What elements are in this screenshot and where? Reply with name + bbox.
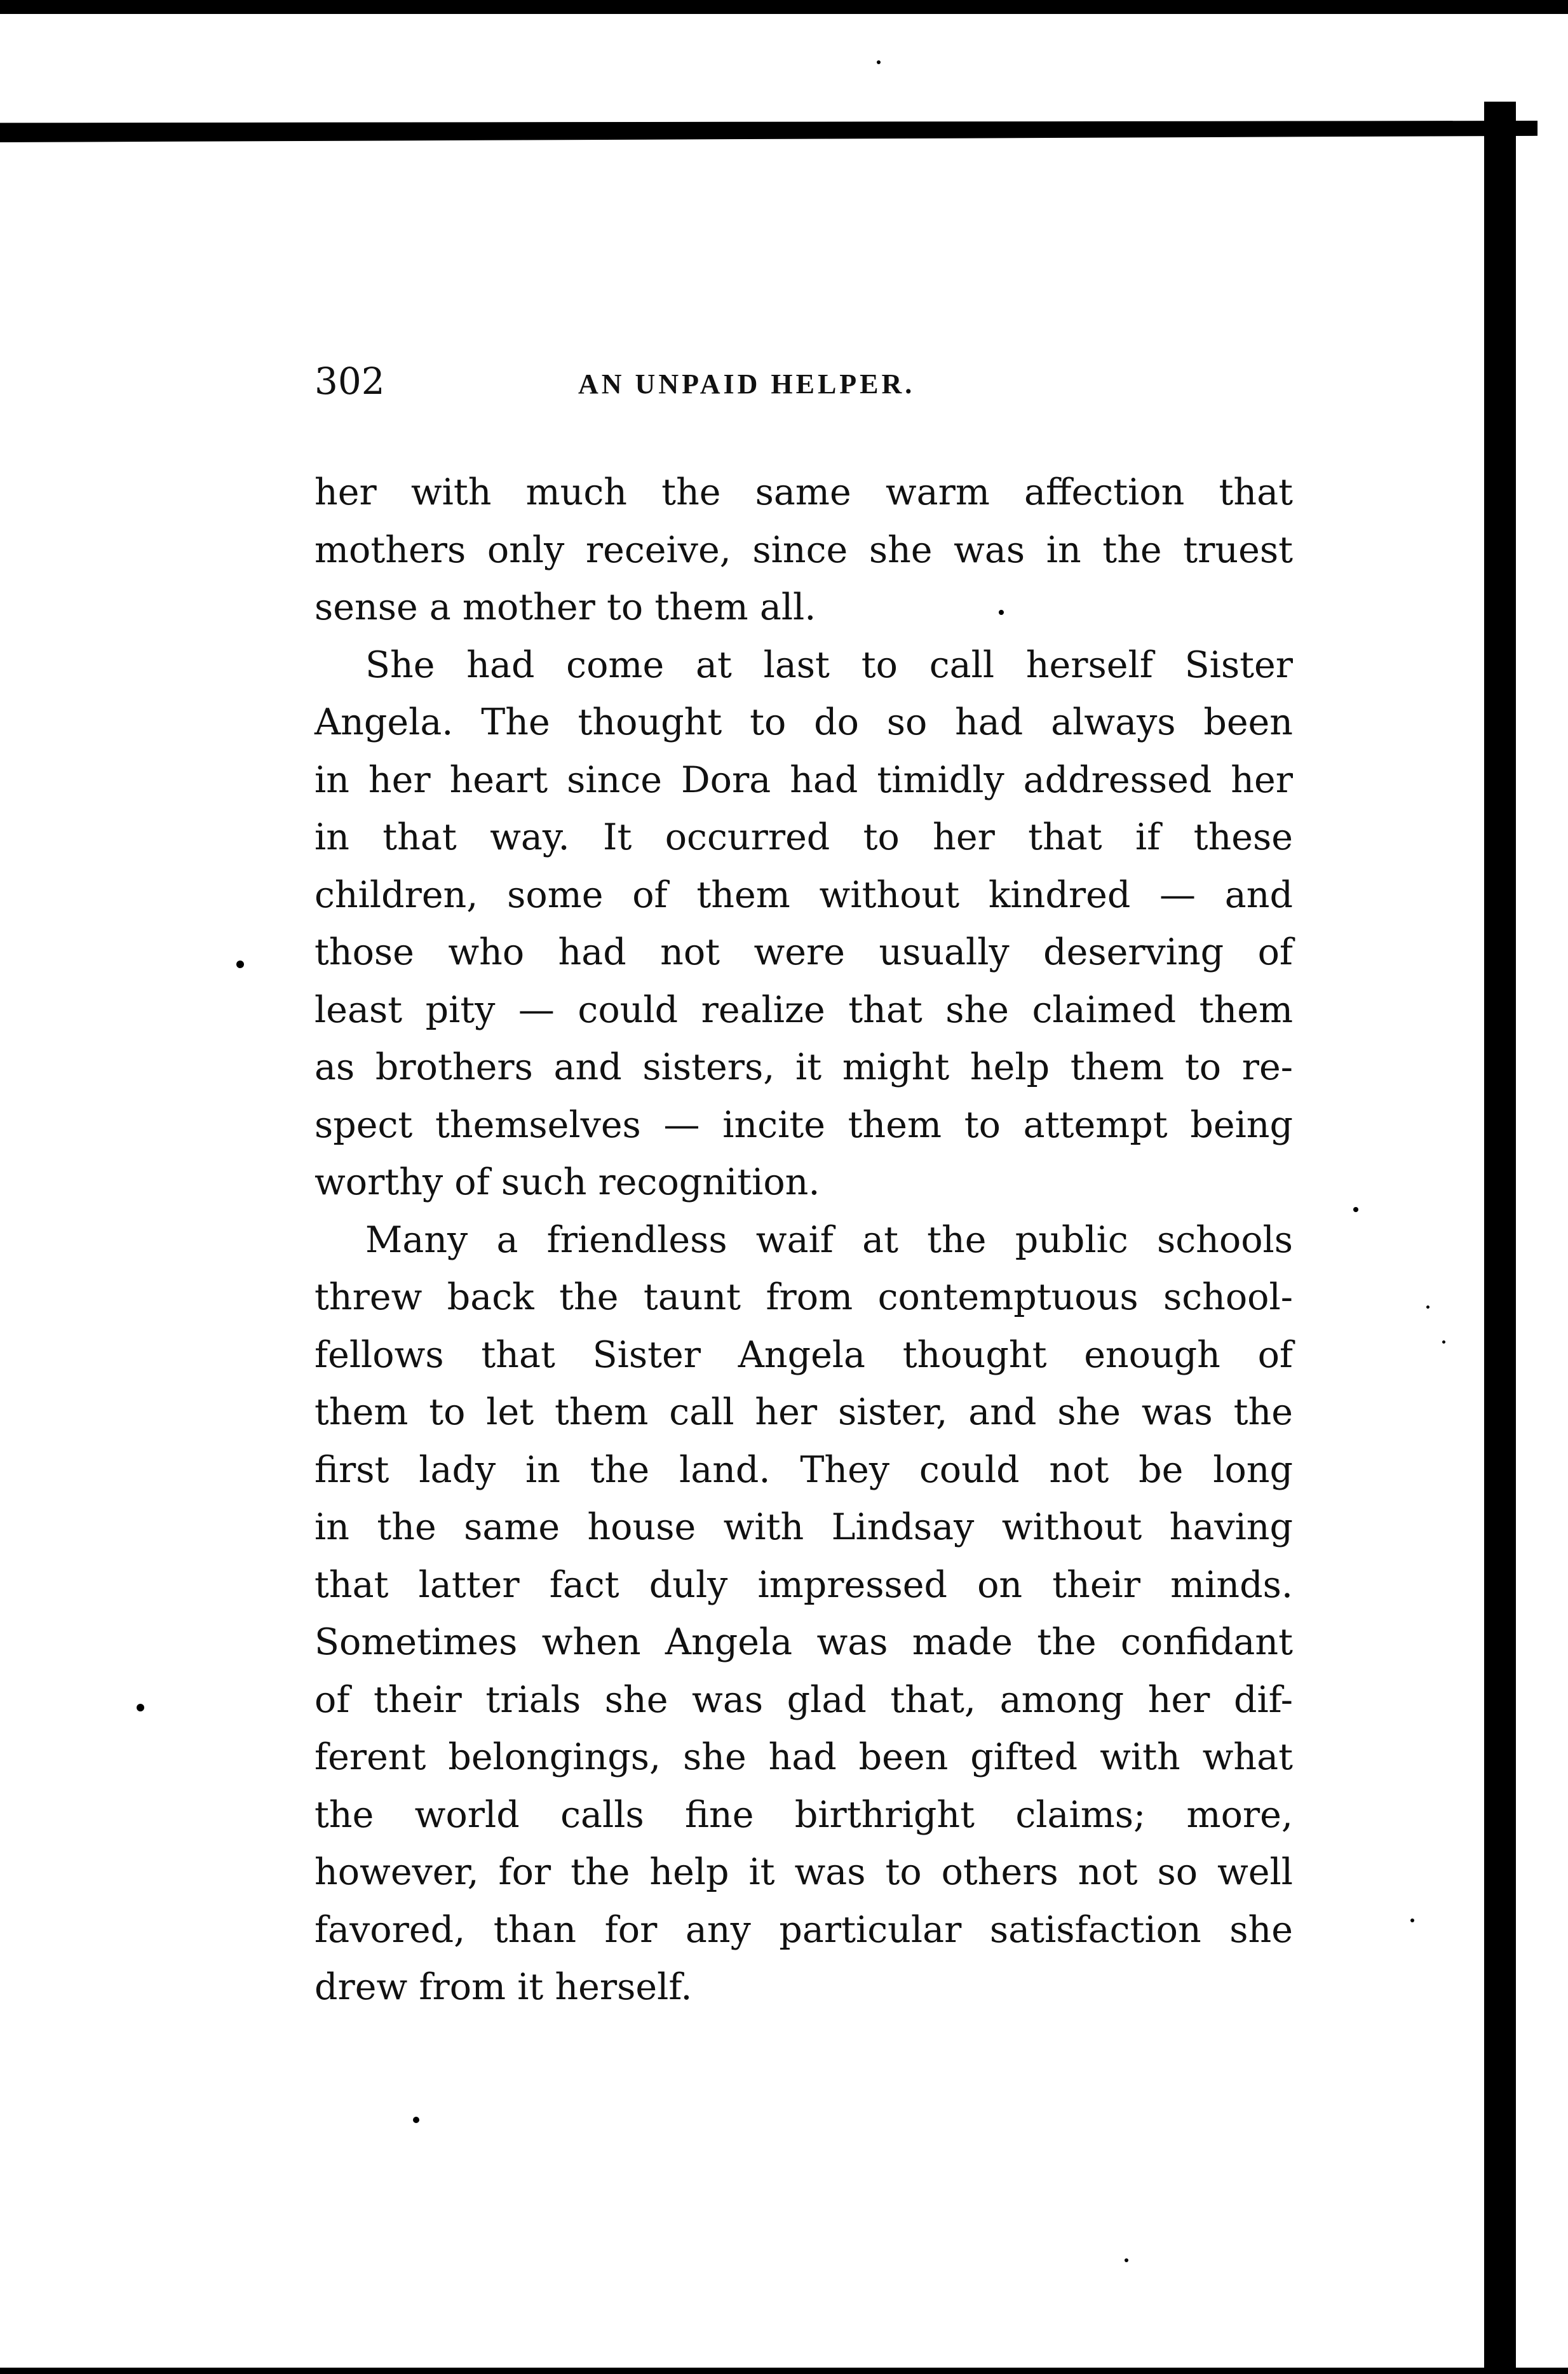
text-line: of their trials she was glad that, among her dif- (314, 1678, 1293, 1721)
text-line: She had come at last to call herself Sister (365, 644, 1293, 686)
text-line: in her heart since Dora had timidly addressed her (314, 759, 1293, 801)
page-top-shadow-rule (0, 121, 1538, 142)
paragraph-2 (314, 637, 1293, 1211)
scan-bottom-edge (0, 2368, 1568, 2374)
text-line: spect themselves — incite them to attempt being (314, 1103, 1293, 1146)
book-spine-shadow (1484, 102, 1516, 2374)
text-line: first lady in the land. They could not be long (314, 1448, 1293, 1491)
scan-speck (999, 610, 1004, 615)
scan-speck (1125, 2258, 1128, 2262)
body-text (314, 464, 1293, 2016)
scan-top-edge (0, 0, 1568, 14)
scan-speck (1410, 1919, 1414, 1922)
running-title: AN UNPAID HELPER. (578, 368, 916, 400)
text-line: her with much the same warm affection that (314, 471, 1293, 513)
text-line: in that way. It occurred to her that if these (314, 816, 1293, 858)
text-line: threw back the taunt from contemptuous school- (314, 1276, 1293, 1318)
paragraph-1 (314, 464, 1293, 637)
text-line: mothers only receive, since she was in the truest (314, 529, 1293, 571)
text-line: however, for the help it was to others not so well (314, 1851, 1293, 1893)
text-line: children, some of them without kindred — and (314, 873, 1293, 916)
running-header (314, 359, 1306, 410)
text-line: the world calls fine birthright claims; more, (314, 1793, 1293, 1836)
scan-speck (413, 2117, 419, 2123)
text-line: in the same house with Lindsay without having (314, 1506, 1293, 1548)
text-line: Angela. The thought to do so had always been (314, 701, 1293, 743)
text-line: Sometimes when Angela was made the confidant (314, 1621, 1293, 1663)
text-line: as brothers and sisters, it might help them to re- (314, 1046, 1293, 1088)
scan-speck (236, 961, 244, 968)
text-line: that latter fact duly impressed on their minds. (314, 1563, 1293, 1606)
page-number: 302 (314, 360, 385, 403)
text-line: them to let them call her sister, and she was the (314, 1391, 1293, 1433)
scan-speck (1442, 1340, 1445, 1344)
scan-speck (1353, 1207, 1358, 1212)
paragraph-3 (314, 1211, 1293, 2016)
text-line: drew from it herself. (314, 1966, 693, 2008)
text-line: ferent belongings, she had been gifted with what (314, 1736, 1293, 1778)
text-line: those who had not were usually deserving of (314, 931, 1293, 973)
text-line: Many a friendless waif at the public schools (365, 1218, 1293, 1261)
text-line: fellows that Sister Angela thought enough of (314, 1333, 1293, 1376)
scan-speck (1426, 1305, 1429, 1309)
text-line: worthy of such recognition. (314, 1161, 820, 1203)
text-line: favored, than for any particular satisfaction she (314, 1908, 1293, 1951)
text-line: least pity — could realize that she claimed them (314, 988, 1293, 1031)
scan-speck (877, 60, 881, 64)
scan-speck (137, 1704, 144, 1711)
text-line: sense a mother to them all. (314, 586, 816, 628)
